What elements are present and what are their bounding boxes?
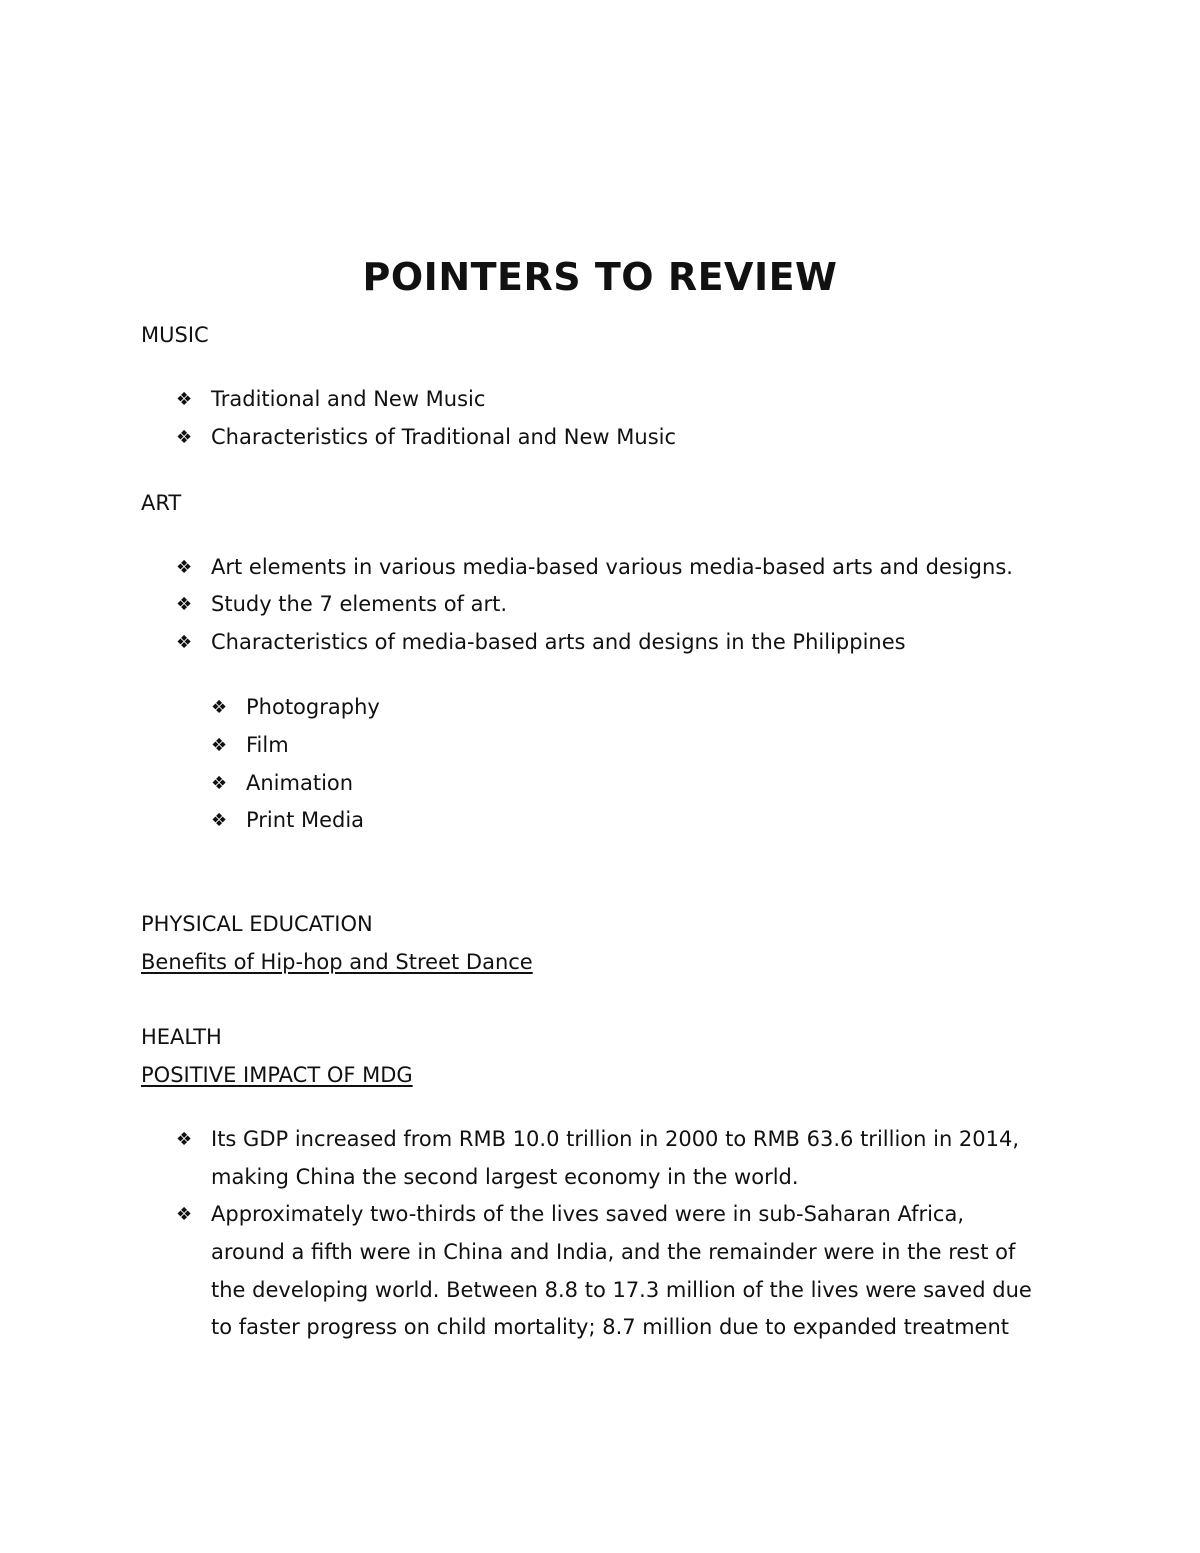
list-item [176,586,508,624]
diamond-bullet-icon: ❖ [176,557,193,578]
section-heading-physical-education: PHYSICAL EDUCATION [141,912,373,936]
section-heading-music: MUSIC [141,323,209,347]
diamond-bullet-icon: ❖ [176,594,193,615]
list-item-text: Characteristics of Traditional and New Music [211,425,677,449]
list-item-text: Traditional and New Music [211,387,486,411]
diamond-bullet-icon: ❖ [211,735,228,756]
diamond-bullet-icon: ❖ [176,1204,193,1225]
diamond-bullet-icon: ❖ [176,1129,193,1150]
diamond-bullet-icon: ❖ [211,697,228,718]
list-item [176,381,486,419]
list-item [176,624,906,662]
sub-list-item [211,765,354,803]
diamond-bullet-icon: ❖ [211,773,228,794]
sub-list-item [211,689,380,727]
list-item-text: Characteristics of media-based arts and designs in the Philippines [211,630,906,654]
list-item [176,1121,1020,1197]
diamond-bullet-icon: ❖ [176,427,193,448]
sub-list-item-text: Animation [246,771,354,795]
sub-list-item [211,802,365,840]
list-item-line: around a fifth were in China and India, and the remainder were in the rest of [211,1239,1016,1264]
diamond-bullet-icon: ❖ [176,389,193,410]
list-item-line: Approximately two-thirds of the lives saved were in sub-Saharan Africa, [211,1202,965,1226]
list-item [176,549,1013,587]
page-title: POINTERS TO REVIEW [362,255,838,299]
sub-list-item-text: Print Media [246,808,365,832]
diamond-bullet-icon: ❖ [176,632,193,653]
list-item [176,419,677,457]
sub-list-item-text: Film [246,733,289,757]
section-heading-art: ART [141,491,182,515]
list-item-line: making China the second largest economy in the world. [211,1164,799,1189]
section-heading-health: HEALTH [141,1025,222,1049]
list-item-line: the developing world. Between 8.8 to 17.3 million of the lives were saved due [211,1277,1032,1302]
list-item-text: Study the 7 elements of art. [211,592,508,616]
section-subheading-pe: Benefits of Hip-hop and Street Dance [141,950,533,974]
list-item-text: Art elements in various media-based various media-based arts and designs. [211,555,1013,579]
sub-list-item [211,727,289,765]
list-item-line: to faster progress on child mortality; 8.7 million due to expanded treatment [211,1315,1010,1340]
list-item [176,1196,1032,1347]
sub-list-item-text: Photography [246,695,380,719]
list-item-line: Its GDP increased from RMB 10.0 trillion in 2000 to RMB 63.6 trillion in 2014, [211,1127,1020,1151]
diamond-bullet-icon: ❖ [211,810,228,831]
section-subheading-health: POSITIVE IMPACT OF MDG [141,1063,413,1087]
